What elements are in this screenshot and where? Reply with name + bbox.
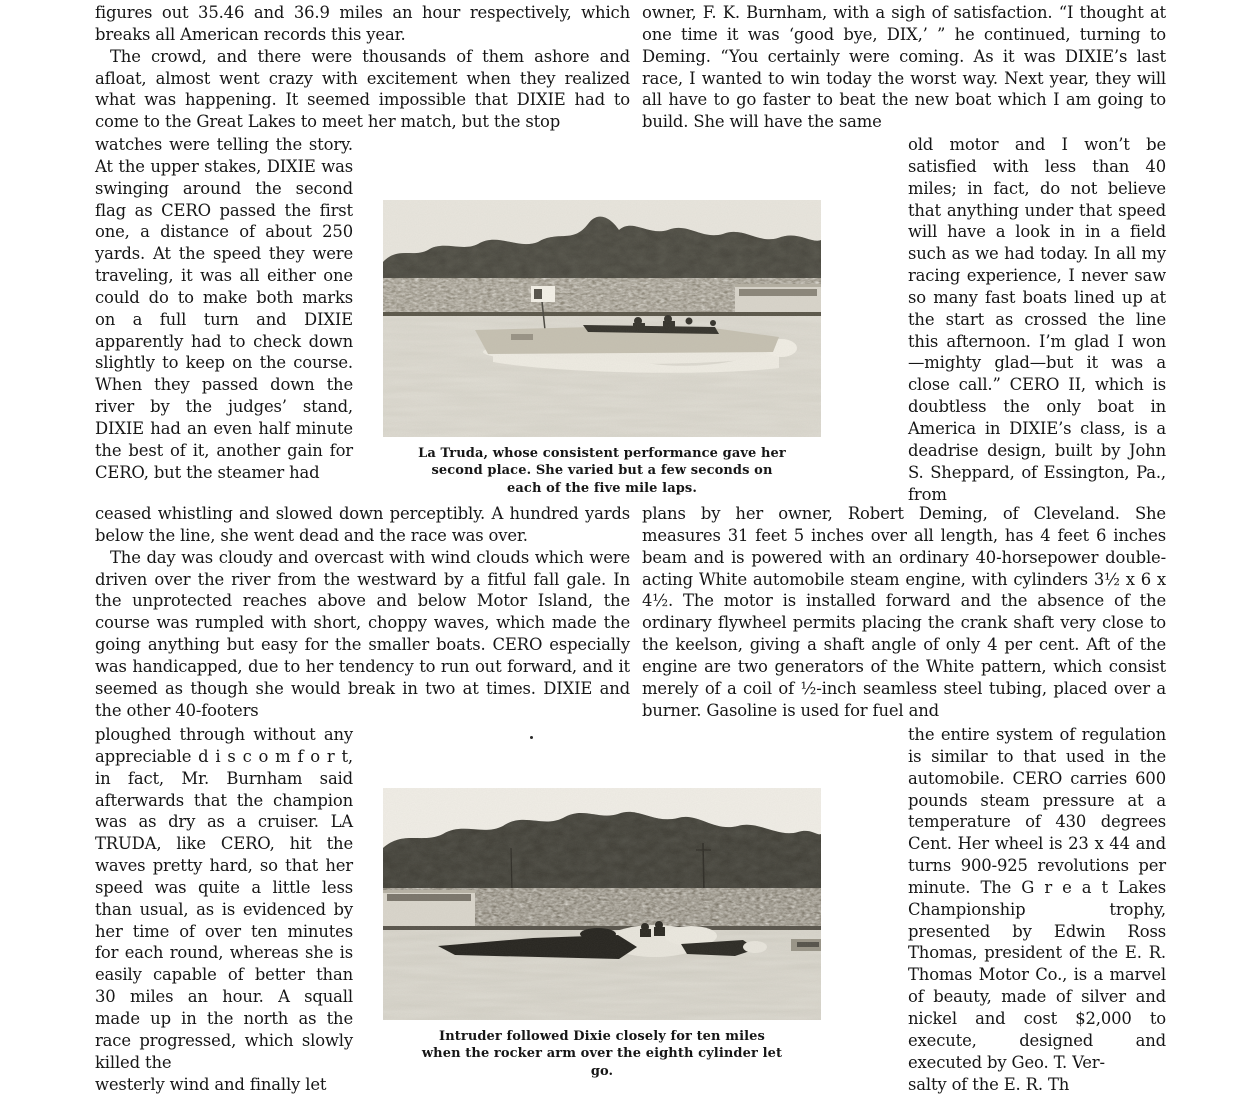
photo1-caption: La Truda, whose consistent performance gave her second place. She varied but a few seconds on each of the five mile laps. bbox=[418, 445, 786, 497]
right-column-beside-photo1 bbox=[908, 134, 1166, 502]
la-truda-photo-image bbox=[383, 200, 821, 437]
intruder-dixie-photo-image bbox=[383, 788, 821, 1020]
clipped-last-line: salty of the E. R. Th bbox=[908, 1074, 1166, 1095]
right-column-top-block bbox=[642, 2, 1166, 133]
left-column-beside-photo2 bbox=[95, 724, 353, 1080]
left-column-top-block bbox=[95, 2, 630, 133]
paragraph: old motor and I won’t be satisfied with less than 40 miles; in fact, do not believe that anything under that speed will have a look in in a field such as we had today. In all my racing experience, I never saw so many fast boats lined up at the start as crossed the line this afternoon. I’m glad I won—mighty glad—but it was a close call.” CERO II, which is doubtless the only boat in America in DIXIE’s class, is a deadrise design, built by John S. Sheppard, of Essington, Pa., from bbox=[908, 134, 1166, 505]
intruder-dixie-photo bbox=[383, 788, 821, 1080]
scan-speck bbox=[530, 736, 533, 739]
right-column-middle-block bbox=[642, 503, 1166, 723]
la-truda-photo bbox=[383, 200, 821, 497]
paragraph: ceased whistling and slowed down perceptibly. A hundred yards below the line, she went dead and the race was over. bbox=[95, 503, 630, 547]
paragraph: owner, F. K. Burnham, with a sigh of satisfaction. “I thought at one time it was ‘good bye, DIX,’ ” he continued, turning to Deming. “You certainly were coming. As it was DIXIE’s last race, I wanted to win today the worst way. Next year, they will all have to go faster to beat the new boat which I am going to build. She will have the same bbox=[642, 2, 1166, 133]
paragraph: figures out 35.46 and 36.9 miles an hour respectively, which breaks all American records this year. bbox=[95, 2, 630, 46]
left-column-middle-block bbox=[95, 503, 630, 723]
paragraph: The crowd, and there were thousands of them ashore and afloat, almost went crazy with excitement when they realized what was happening. It seemed impossible that DIXIE had to come to the Great Lakes to meet her match, but the stop bbox=[95, 46, 630, 133]
left-column-beside-photo1 bbox=[95, 134, 353, 502]
clipped-last-line: westerly wind and finally let bbox=[95, 1074, 353, 1095]
photo2-caption: Intruder followed Dixie closely for ten miles when the rocker arm over the eighth cylinder let go. bbox=[418, 1028, 786, 1080]
paragraph: The day was cloudy and overcast with wind clouds which were driven over the river from the westward by a fitful fall gale. In the unprotected reaches above and below Motor Island, the course was rumpled with short, choppy waves, which made the going anything but easy for the smaller boats. CERO especially was handicapped, due to her tendency to run out forward, and it seemed as though she would break in two at times. DIXIE and the other 40-footers bbox=[95, 547, 630, 722]
right-column-beside-photo2 bbox=[908, 724, 1166, 1080]
paragraph: ploughed through without any appreciable d i s c o m f o r t, in fact, Mr. Burnham said afterwards that the champion was as dry as a cruiser. LA TRUDA, like CERO, hit the waves pretty hard, so that her speed was quite a little less than usual, as is evidenced by her time of over ten minutes for each round, whereas she is easily capable of better than 30 miles an hour. A squall made up in the north as the race progressed, which slowly killed the bbox=[95, 724, 353, 1074]
paragraph: the entire system of regulation is similar to that used in the automobile. CERO carries 600 pounds steam pressure at a temperature of 430 degrees Cent. Her wheel is 23 x 44 and turns 900-925 revolutions per minute. The G r e a t Lakes Championship trophy, presented by Edwin Ross Thomas, president of the E. R. Thomas Motor Co., is a marvel of beauty, made of silver and nickel and cost $2,000 to execute, designed and executed by Geo. T. Ver- bbox=[908, 724, 1166, 1074]
paragraph: plans by her owner, Robert Deming, of Cleveland. She measures 31 feet 5 inches over all length, has 4 feet 6 inches beam and is powered with an ordinary 40-horsepower double-acting White automobile steam engine, with cylinders 3½ x 6 x 4½. The motor is installed forward and the absence of the ordinary flywheel permits placing the crank shaft very close to the keelson, giving a shaft angle of only 4 per cent. Aft of the engine are two generators of the White pattern, which consist merely of a coil of ½-inch seamless steel tubing, placed over a burner. Gasoline is used for fuel and bbox=[642, 503, 1166, 721]
paragraph: watches were telling the story. At the upper stakes, DIXIE was swinging around the second flag as CERO passed the first one, a distance of about 250 yards. At the speed they were traveling, it was all either one could do to make both marks on a full turn and DIXIE apparently had to check down slightly to keep on the course. When they passed down the river by the judges’ stand, DIXIE had an even half minute the best of it, another gain for CERO, but the steamer had bbox=[95, 134, 353, 484]
